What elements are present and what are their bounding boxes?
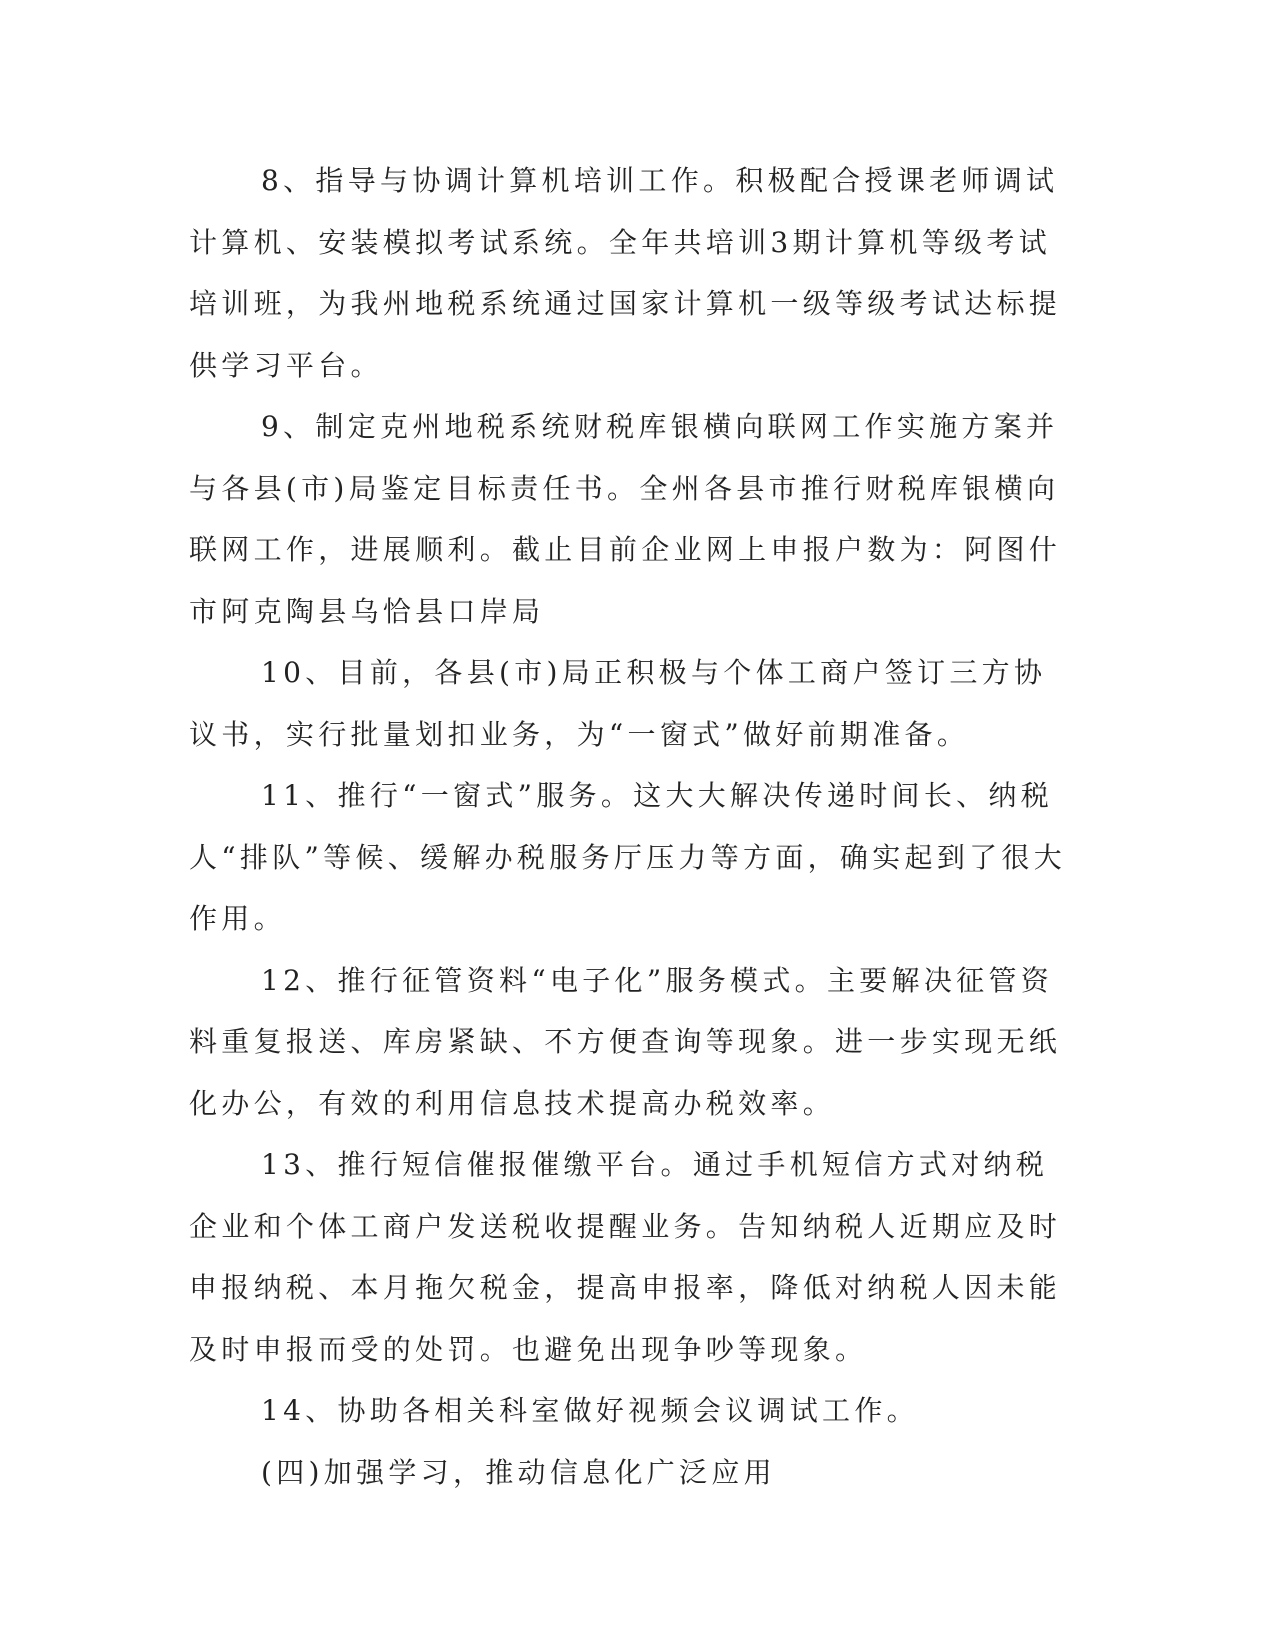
paragraph-item-9: 9、制定克州地税系统财税库银横向联网工作实施方案并与各县(市)局鉴定目标责任书。全州各县市推行财税库银横向联网工作，进展顺利。截止目前企业网上申报户数为：阿图什市阿克陶县乌恰县口岸局 <box>189 410 1062 628</box>
paragraph-item-11: 11、推行“一窗式”服务。这大大解决传递时间长、纳税人“排队”等候、缓解办税服务厅压力等方面，确实起到了很大作用。 <box>189 779 1067 935</box>
section-heading: (四)加强学习，推动信息化广泛应用 <box>261 1455 776 1489</box>
paragraph-item-10: 10、目前，各县(市)局正积极与个体工商户签订三方协议书，实行批量划扣业务，为“一窗式”做好前期准备。 <box>189 656 1047 751</box>
document-body <box>189 150 1069 1503</box>
paragraph-item-12: 12、推行征管资料“电子化”服务模式。主要解决征管资料重复报送、库房紧缺、不方便查询等现象。进一步实现无纸化办公，有效的利用信息技术提高办税效率。 <box>189 963 1062 1120</box>
paragraph-item-8: 8、指导与协调计算机培训工作。积极配合授课老师调试计算机、安装模拟考试系统。全年共培训3期计算机等级考试培训班，为我州地税系统通过国家计算机一级等级考试达标提供学习平台。 <box>189 164 1062 382</box>
paragraph-item-13: 13、推行短信催报催缴平台。通过手机短信方式对纳税企业和个体工商户发送税收提醒业务。告知纳税人近期应及时申报纳税、本月拖欠税金，提高申报率，降低对纳税人因未能及时申报而受的处罚。也避免出现争吵等现象。 <box>189 1148 1062 1366</box>
paragraph-item-14: 14、协助各相关科室做好视频会议调试工作。 <box>261 1394 919 1427</box>
